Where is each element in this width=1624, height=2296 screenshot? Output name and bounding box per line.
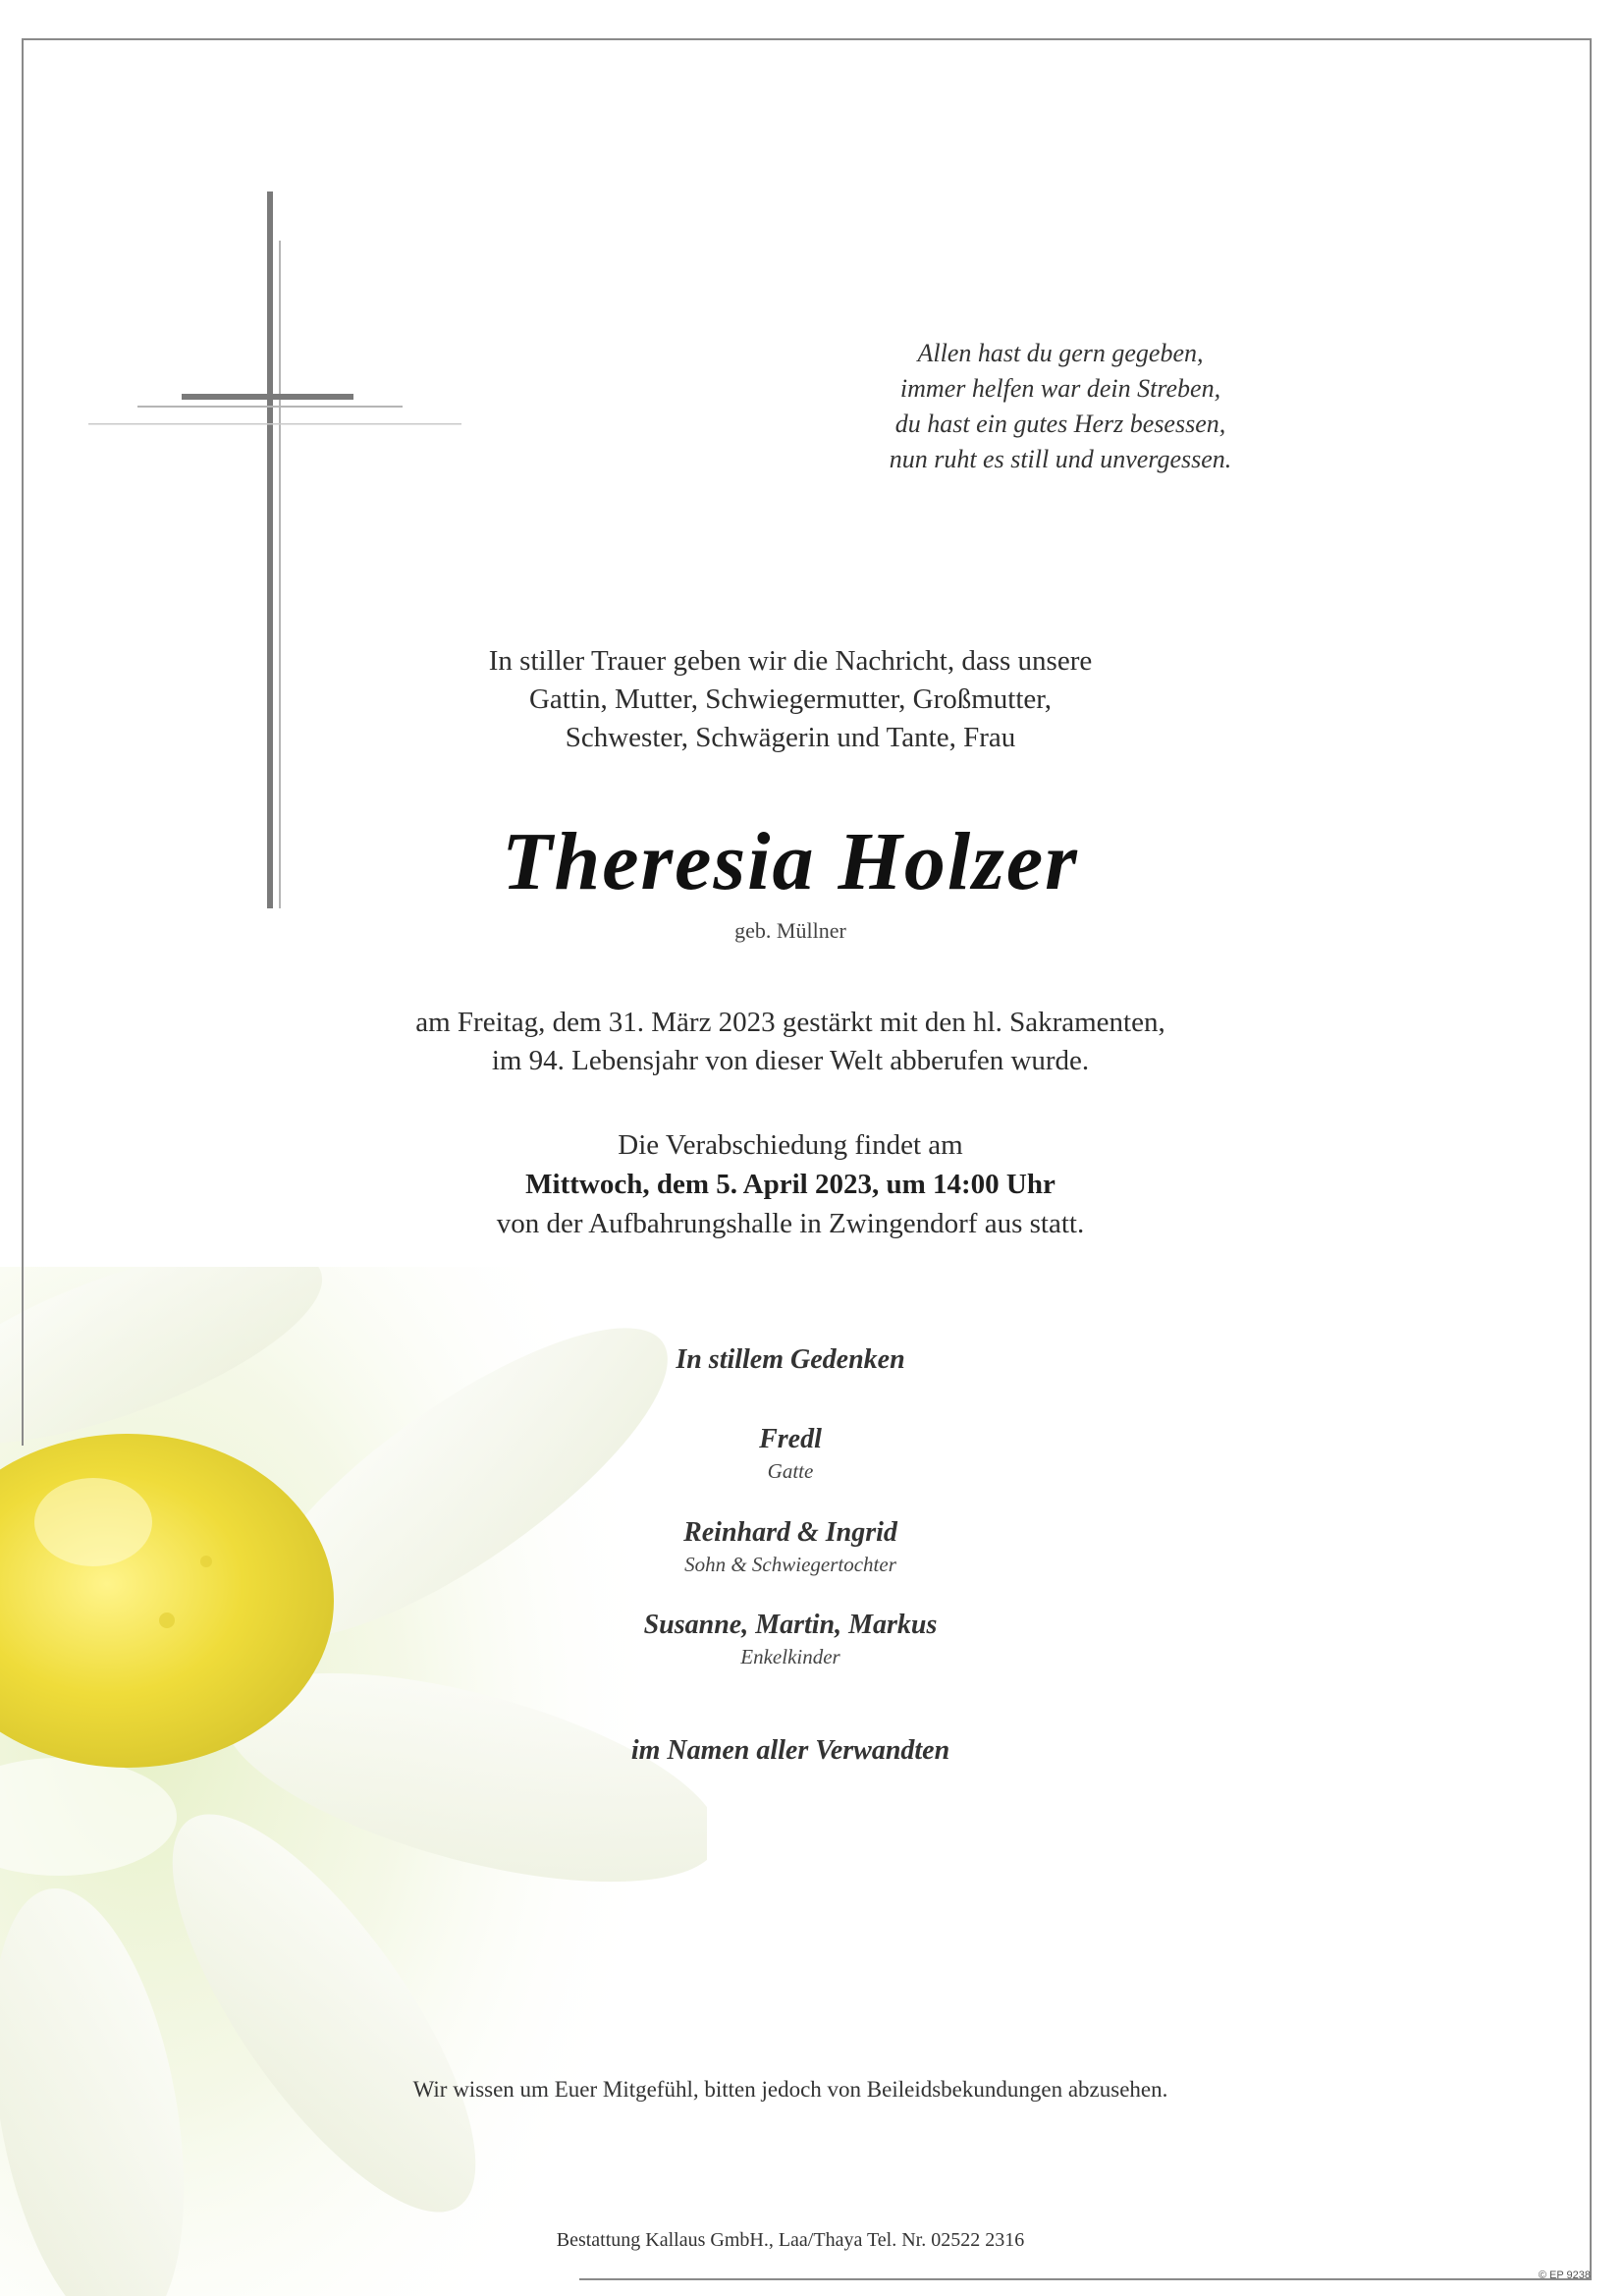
announcement-line: Gattin, Mutter, Schwiegermutter, Großmutter,	[528, 683, 1053, 715]
death-notice	[309, 1004, 1272, 1080]
mourner-relation: Enkelkinder	[740, 1645, 840, 1668]
frame-left-line	[22, 38, 24, 1446]
announcement-line: In stiller Trauer geben wir die Nachricht, dass unsere	[488, 645, 1093, 677]
mourner-name: Fredl	[759, 1424, 822, 1454]
frame-top-line	[22, 38, 1592, 40]
frame-bottom-line	[579, 2278, 1592, 2280]
announcement-line: Schwester, Schwägerin und Tante, Frau	[565, 722, 1016, 753]
poem-line: Allen hast du gern gegeben,	[917, 339, 1204, 367]
mourner-name: Reinhard & Ingrid	[683, 1517, 897, 1548]
deceased-name: Theresia Holzer	[502, 816, 1079, 907]
condolence-note: Wir wissen um Euer Mitgefühl, bitten jedoch von Beileidsbekundungen abzusehen.	[412, 2077, 1168, 2102]
farewell-info	[309, 1125, 1272, 1243]
mourner-name: Susanne, Martin, Markus	[643, 1610, 938, 1640]
poem-line: immer helfen war dein Streben,	[899, 374, 1221, 403]
farewell-datetime: Mittwoch, dem 5. April 2023, um 14:00 Uhr	[525, 1169, 1056, 1200]
death-notice-line: am Freitag, dem 31. März 2023 gestärkt mit den hl. Sakramenten,	[415, 1007, 1165, 1038]
mourner-relation: Gatte	[767, 1459, 814, 1483]
death-notice-line: im 94. Lebensjahr von dieser Welt abberufen wurde.	[491, 1045, 1090, 1076]
poem-line: du hast ein gutes Herz besessen,	[894, 410, 1226, 438]
poem-line: nun ruht es still und unvergessen.	[889, 445, 1232, 473]
mourner-entry	[407, 1608, 1173, 1670]
mourner-entry	[407, 1422, 1173, 1485]
funeral-home-footer: Bestattung Kallaus GmbH., Laa/Thaya Tel. Nr. 02522 2316	[556, 2229, 1025, 2251]
cross-icon	[88, 191, 461, 918]
farewell-location: von der Aufbahrungshalle in Zwingendorf aus statt.	[496, 1208, 1085, 1239]
mourner-relation: Sohn & Schwiegertochter	[684, 1553, 896, 1576]
poem	[805, 336, 1316, 477]
maiden-name: geb. Müllner	[734, 918, 846, 943]
mourner-entry	[407, 1515, 1173, 1578]
farewell-intro: Die Verabschiedung findet am	[618, 1129, 963, 1161]
mourners-closing: im Namen aller Verwandten	[630, 1735, 950, 1766]
announcement-text	[407, 642, 1173, 757]
template-code: © EP 9238	[1538, 2269, 1591, 2281]
mourners-title: In stillem Gedenken	[676, 1344, 905, 1375]
frame-right-line	[1590, 38, 1592, 2280]
